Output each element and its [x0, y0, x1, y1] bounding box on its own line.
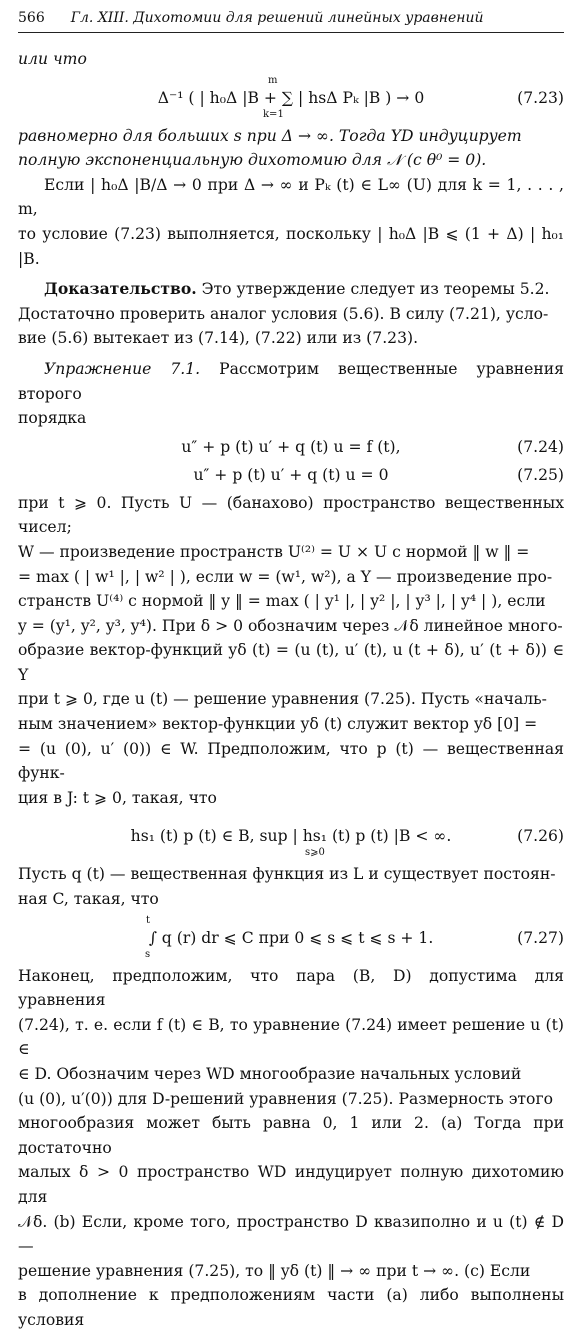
proof-heading: Доказательство.: [44, 279, 197, 299]
equation-7-23: [18, 76, 564, 120]
integral-upper-limit: t: [146, 914, 151, 926]
paragraph-line: Если | h₀Δ |B/Δ → 0 при Δ → ∞ и Pₖ (t) ∈ L∞ (U) для k = 1, . . . , m,: [18, 175, 564, 219]
equation-body: u″ + p (t) u′ + q (t) u = 0: [193, 465, 389, 484]
equation-body: ∫ q (r) dr ⩽ C при 0 ⩽ s ⩽ t ⩽ s + 1.: [148, 928, 434, 947]
equation-number: (7.27): [517, 928, 564, 947]
paragraph-line: W — произведение пространств U⁽²⁾ = U × U с нормой ‖ w ‖ =: [18, 542, 530, 561]
paragraph-line: Пусть q (t) — вещественная функция из L и существует постоян-: [18, 865, 556, 884]
paragraph-line: (u (0), u′(0)) для D-решений уравнения (7.25). Размерность этого: [18, 1089, 553, 1108]
paragraph-line: малых δ > 0 пространство WD индуцирует полную дихотомию для: [18, 1163, 564, 1206]
paragraph-line: (7.24), т. е. если f (t) ∈ B, то уравнение (7.24) имеет решение u (t) ∈: [18, 1015, 564, 1059]
sup-subscript: s⩾0: [305, 847, 325, 859]
integral-lower-limit: s: [145, 948, 151, 960]
paragraph-line: образие вектор-функций yδ (t) = (u (t), u′ (t), u (t + δ), u′ (t + δ)) ∈ Y: [18, 641, 564, 684]
paragraph-line: решение уравнения (7.25), то ‖ yδ (t) ‖ → ∞ при t → ∞. (c) Если: [18, 1261, 531, 1280]
equation-7-25: [18, 463, 564, 487]
paragraph-line: в дополнение к предположениям части (a) либо выполнены условия: [18, 1286, 564, 1329]
paragraph-line: Наконец, предположим, что пара (B, D) допустима для уравнения: [18, 966, 564, 1010]
paragraph-line: вие (5.6) вытекает из (7.14), (7.22) или из (7.23).: [18, 329, 419, 348]
exercise-heading: Упражнение 7.1.: [44, 359, 201, 378]
paragraph-line: при t ⩾ 0. Пусть U — (банахово) пространство вещественных чисел;: [18, 493, 564, 537]
sum-lower-limit: k=1: [263, 108, 284, 120]
paragraph-line: ная C, такая, что: [18, 890, 159, 909]
paragraph-text: Это утверждение следует из теоремы 5.2.: [196, 280, 550, 299]
running-head: Гл. XIII. Дихотомии для решений линейных уравнений: [70, 10, 484, 26]
equation-number: (7.26): [517, 827, 564, 846]
paragraph-line: ным значением» вектор-функции yδ (t) служит вектор yδ [0] =: [18, 715, 538, 734]
paragraph-line: при t ⩾ 0, где u (t) — решение уравнения (7.25). Пусть «началь-: [18, 690, 547, 709]
equation-7-24: [18, 435, 564, 459]
paragraph-line: Достаточно проверить аналог условия (5.6). В силу (7.21), усло-: [18, 304, 549, 323]
paragraph-line: то условие (7.23) выполняется, поскольку | h₀Δ |B ⩽ (1 + Δ) | h₀₁ |B.: [18, 224, 564, 268]
equation-body: Δ⁻¹ ( | h₀Δ |B + ∑ | hsΔ Pₖ |B ) → 0: [157, 88, 425, 107]
exercise-paragraph: [18, 357, 564, 406]
equation-body: hs₁ (t) p (t) ∈ B, sup | hs₁ (t) p (t) |B < ∞.: [130, 827, 452, 846]
paragraph-line: странств U⁽⁴⁾ с нормой ‖ y ‖ = max ( | y¹ |, | y² |, | y³ |, | y⁴ | ), если: [18, 592, 546, 611]
page-number: 566: [18, 10, 45, 26]
paragraph-line: y = (y¹, y², y³, y⁴). При δ > 0 обозначим через 𝒩δ линейное много-: [18, 616, 563, 635]
page: [18, 10, 564, 1333]
running-header: [18, 10, 564, 33]
equation-7-26: [18, 814, 564, 858]
paragraph-line: ция в J: t ⩾ 0, такая, что: [18, 788, 217, 807]
paragraph-line: = (u (0), u′ (0)) ∈ W. Предположим, что p (t) — вещественная функ-: [18, 739, 564, 783]
paragraph-line: равномерно для больших s при Δ → ∞. Тогда YD индуцирует: [18, 126, 522, 145]
equation-number: (7.23): [517, 88, 564, 107]
equation-7-27: [18, 916, 564, 960]
paragraph-text: Рассмотрим вещественные уравнения второго: [18, 359, 564, 403]
paragraph-line: 𝒩δ. (b) Если, кроме того, пространство D квазиполно и u (t) ∉ D —: [18, 1212, 564, 1256]
paragraph-line: полную экспоненциальную дихотомию для 𝒩 (с θ⁰ = 0).: [18, 151, 487, 170]
paragraph-line: ∈ D. Обозначим через WD многообразие начальных условий: [18, 1065, 522, 1083]
equation-number: (7.24): [517, 437, 564, 456]
paragraph-line: порядка: [18, 409, 87, 428]
paragraph-line: = max ( | w¹ |, | w² | ), если w = (w¹, w²), а Y — произведение про-: [18, 567, 553, 586]
intro-text: или что: [18, 50, 87, 68]
paragraph-line: многообразия может быть равна 0, 1 или 2. (a) Тогда при достаточно: [18, 1114, 564, 1157]
proof-paragraph: [18, 277, 564, 302]
sum-upper-limit: m: [268, 74, 278, 86]
equation-body: u″ + p (t) u′ + q (t) u = f (t),: [181, 437, 401, 456]
equation-number: (7.25): [517, 465, 564, 484]
